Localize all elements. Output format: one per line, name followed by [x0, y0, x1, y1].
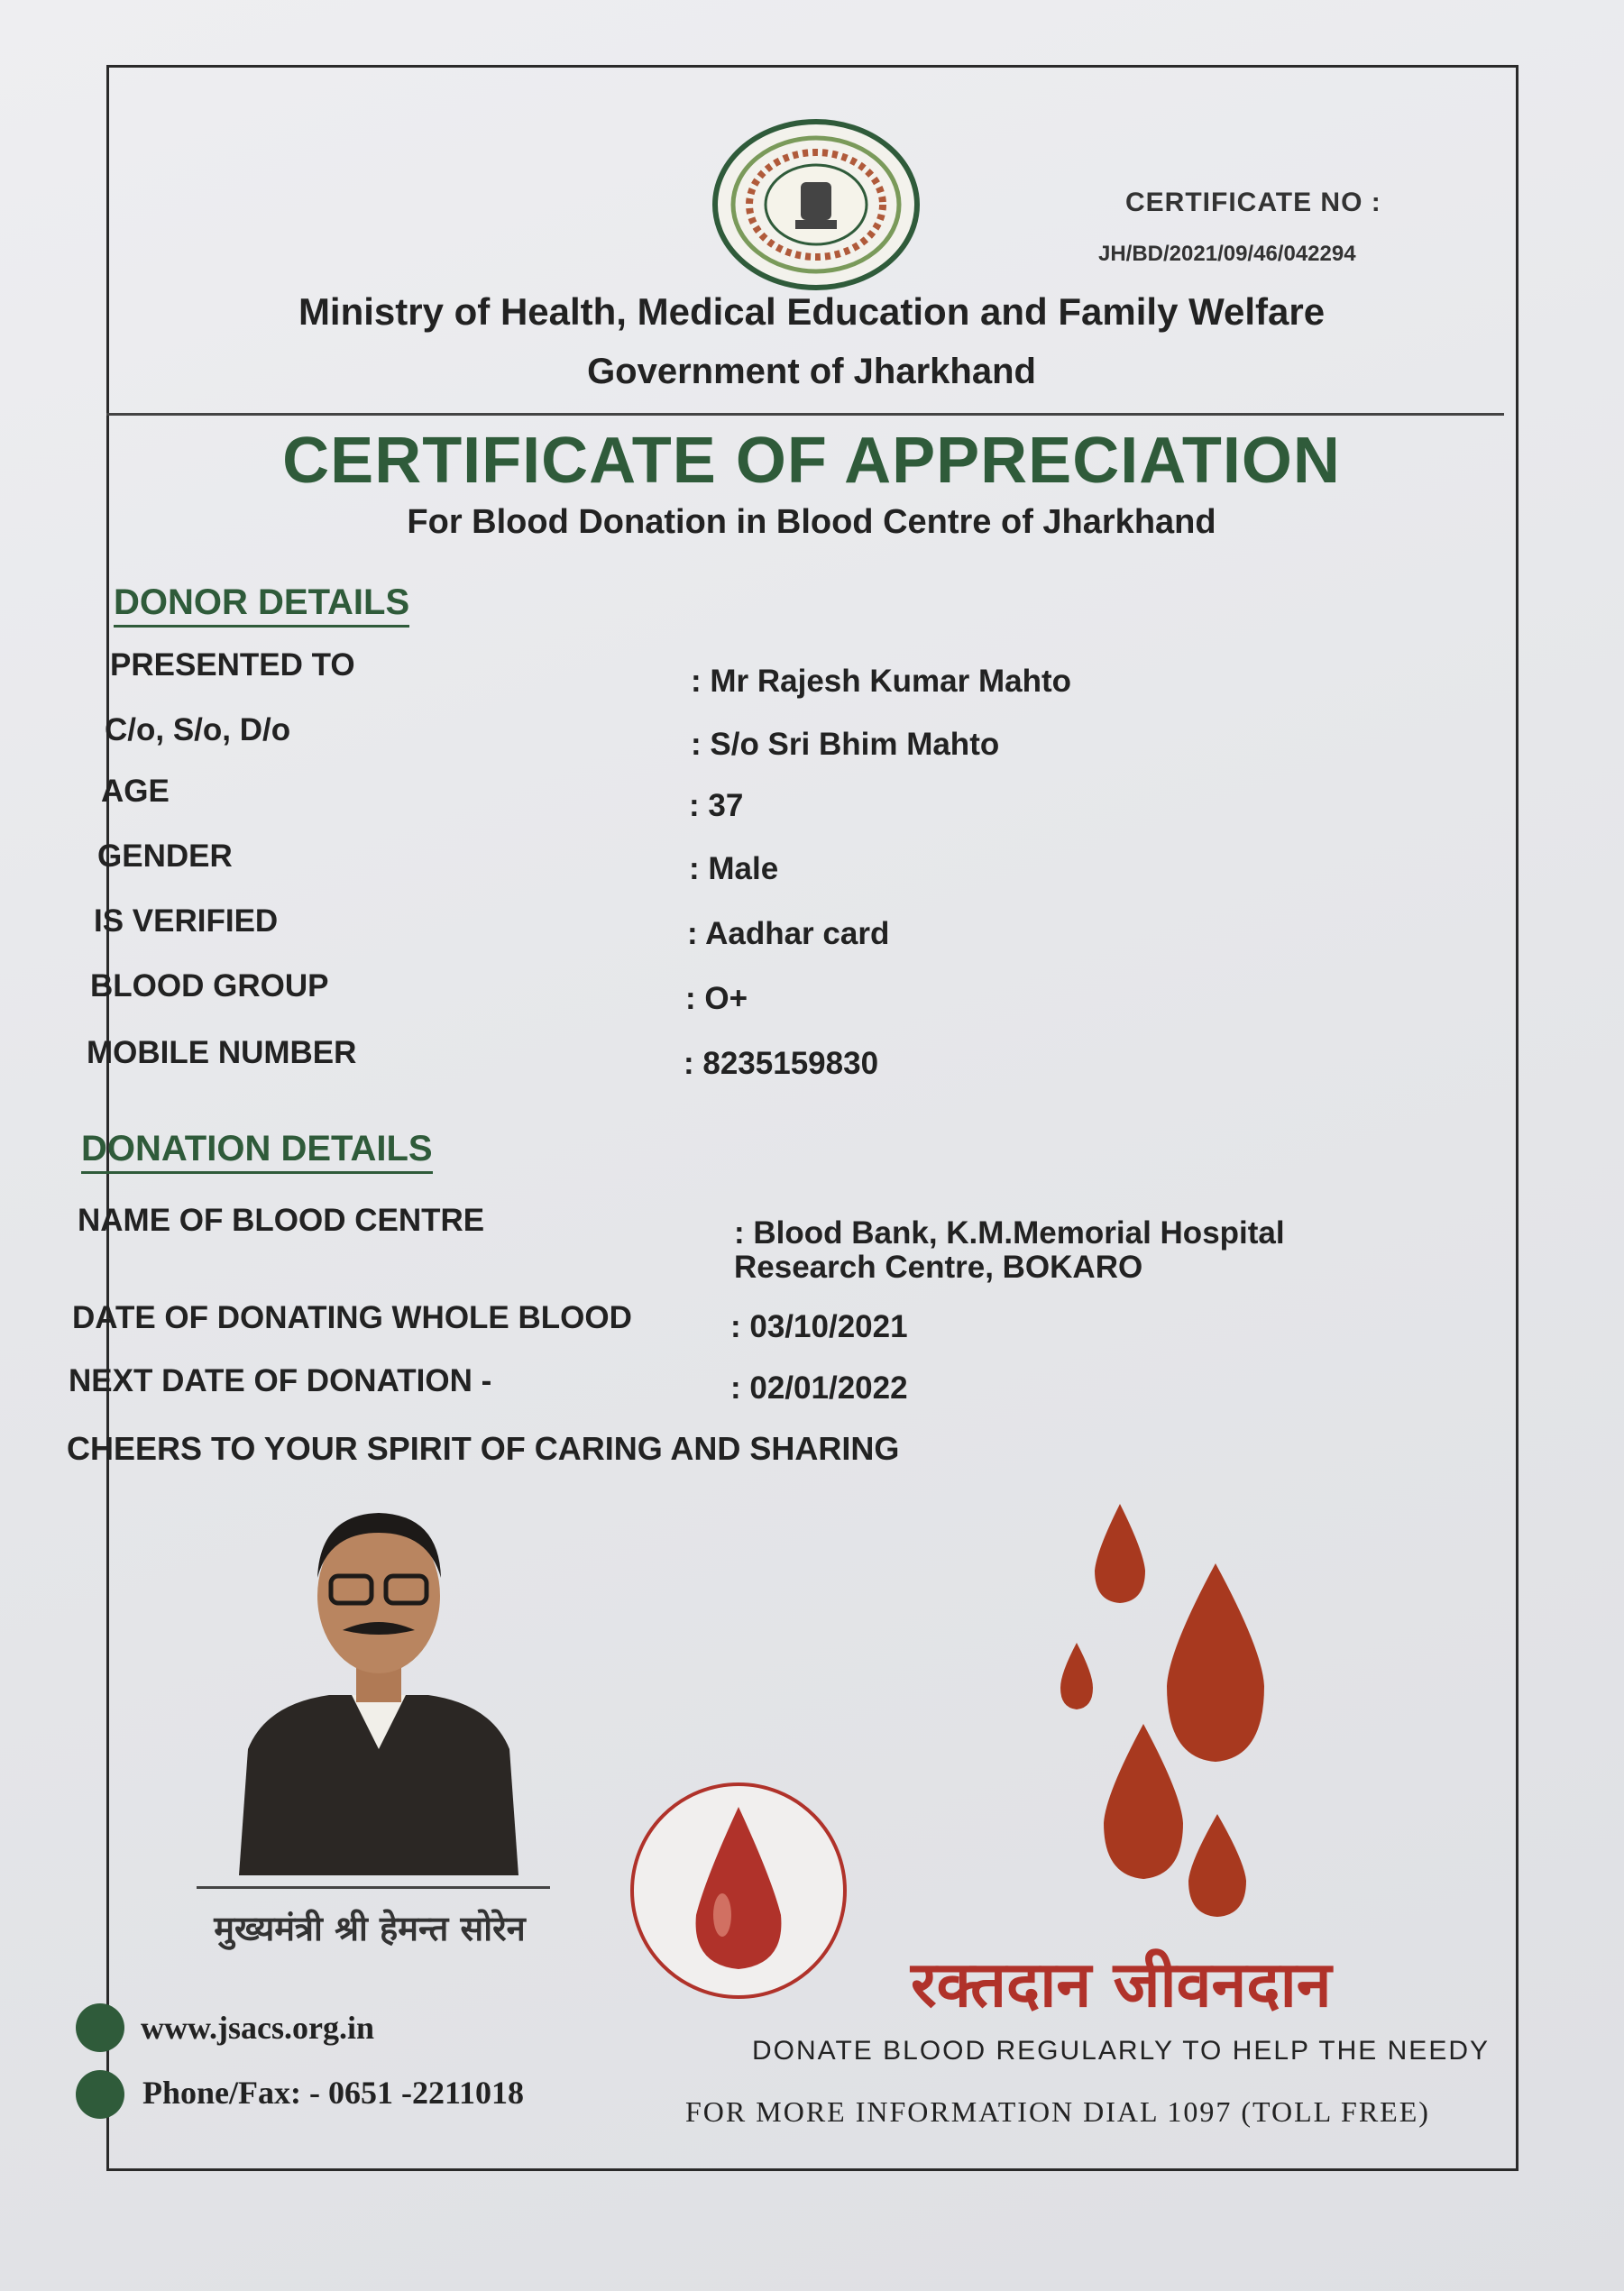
state-emblem-seal — [712, 119, 920, 290]
government-name: Government of Jharkhand — [587, 352, 1036, 391]
blood-drop-icon — [628, 1780, 849, 2002]
donor-value-gender: : Male — [689, 851, 779, 886]
cheers-message: CHEERS TO YOUR SPIRIT OF CARING AND SHARING — [67, 1430, 900, 1467]
hindi-slogan: रक्तदान जीवनदान — [911, 1947, 1332, 2021]
donor-label-presented-to: PRESENTED TO — [110, 647, 355, 683]
donation-details-heading: DONATION DETAILS — [81, 1129, 433, 1174]
certificate-title: CERTIFICATE OF APPRECIATION — [282, 425, 1341, 497]
donor-label-mobile: MOBILE NUMBER — [87, 1035, 357, 1070]
donor-label-verified: IS VERIFIED — [94, 903, 279, 939]
donation-label-blood-centre: NAME OF BLOOD CENTRE — [78, 1203, 485, 1238]
donation-label-next-date: NEXT DATE OF DONATION - — [69, 1363, 492, 1398]
donation-value-blood-centre-line2: Research Centre, BOKARO — [734, 1250, 1143, 1285]
donor-value-blood-group: : O+ — [685, 981, 748, 1016]
donation-label-date: DATE OF DONATING WHOLE BLOOD — [72, 1300, 632, 1335]
donate-regularly-text: DONATE BLOOD REGULARLY TO HELP THE NEEDY — [752, 2036, 1491, 2066]
certificate-subtitle: For Blood Donation in Blood Centre of Jharkhand — [407, 503, 1216, 541]
certificate-no-value: JH/BD/2021/09/46/042294 — [1098, 242, 1356, 266]
donor-label-blood-group: BLOOD GROUP — [90, 968, 329, 1003]
toll-free-info-text: FOR MORE INFORMATION DIAL 1097 (TOLL FREE) — [685, 2095, 1430, 2128]
header-divider — [106, 413, 1504, 416]
donation-value-date: : 03/10/2021 — [730, 1309, 908, 1344]
chief-minister-portrait — [230, 1479, 528, 1875]
certificate-no-label: CERTIFICATE NO : — [1125, 188, 1381, 217]
portrait-caption-divider — [197, 1886, 550, 1889]
donor-value-presented-to: : Mr Rajesh Kumar Mahto — [691, 664, 1071, 699]
chief-minister-caption: मुख्यमंत्री श्री हेमन्त सोरेन — [214, 1908, 526, 1948]
donor-value-age: : 37 — [689, 788, 744, 823]
website-link[interactable]: www.jsacs.org.in — [141, 2010, 374, 2046]
donor-label-relation: C/o, S/o, D/o — [105, 712, 291, 747]
donor-label-age: AGE — [101, 774, 170, 809]
donation-value-blood-centre: : Blood Bank, K.M.Memorial Hospital — [734, 1215, 1285, 1251]
donor-value-verified: : Aadhar card — [687, 916, 890, 951]
donation-value-next-date: : 02/01/2022 — [730, 1370, 908, 1406]
donor-value-mobile: : 8235159830 — [684, 1046, 879, 1081]
ministry-name: Ministry of Health, Medical Education and Family Welfare — [298, 290, 1326, 333]
globe-icon — [76, 2003, 124, 2052]
donor-value-relation: : S/o Sri Bhim Mahto — [691, 727, 1000, 762]
fax-icon — [76, 2070, 124, 2119]
phone-fax-text: Phone/Fax: - 0651 -2211018 — [142, 2075, 524, 2111]
donor-label-gender: GENDER — [97, 839, 233, 874]
blood-drops-illustration — [1037, 1488, 1289, 1938]
donor-details-heading: DONOR DETAILS — [114, 582, 409, 628]
